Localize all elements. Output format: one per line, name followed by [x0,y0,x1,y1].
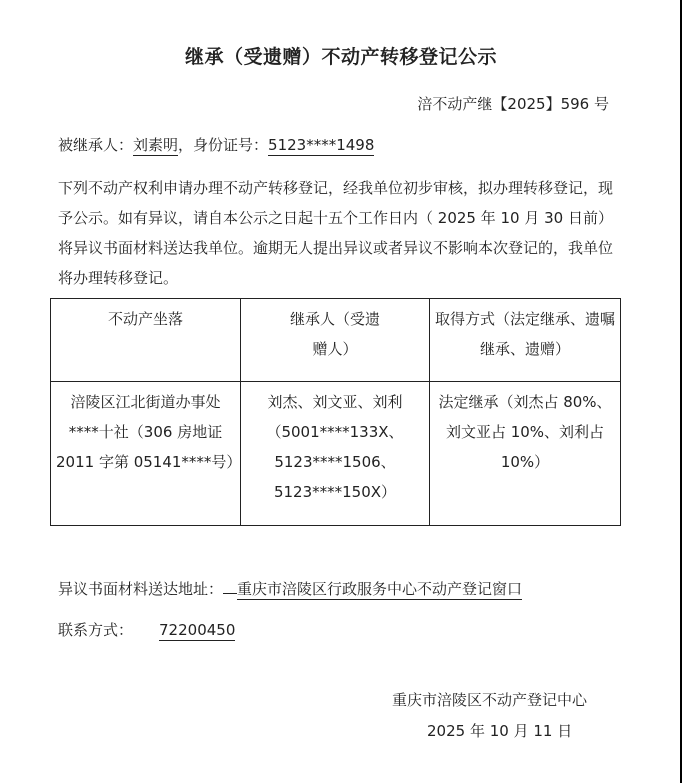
table-row [51,382,621,526]
address-label: 异议书面材料送达地址： [58,580,224,598]
decedent-label: 被继承人： [58,136,134,154]
page-title: 继承（受遗赠）不动产转移登记公示 [184,46,497,68]
address-line [58,578,522,599]
signature-date: 2025 年 10 月 11 日 [427,722,573,740]
header-method: 取得方式（法定继承、遗嘱继承、遗赠） [430,299,621,382]
contact-line [58,619,235,640]
decedent-line [58,134,374,155]
signature-org: 重庆市涪陵区不动产登记中心 [392,691,588,709]
contact-value: 72200450 [159,621,236,639]
contact-label: 联系方式： [58,621,134,639]
cell-heirs: 刘杰、刘文亚、刘利（5001****133X、5123****1506、5123****150X） [241,382,430,526]
decedent-name: 刘素明 [133,136,179,154]
notice-paragraph: 下列不动产权利申请办理不动产转移登记，经我单位初步审核，拟办理转移登记，现予公示。如有异议，请自本公示之日起十五个工作日内（ 2025 年 10 月 30 日前）将异议书面材料送达我单位。逾期无人提出异议或者异议不影响本次登记的，我单位将办理转移登记。 [58,179,614,287]
cell-method: 法定继承（刘杰占 80%、刘文亚占 10%、刘利占 10%） [430,382,621,526]
property-table [50,298,621,526]
cell-location: 涪陵区江北街道办事处****十社（306 房地证 2011 字第 05141****号） [51,382,241,526]
header-heirs: 继承人（受遗赠人） [241,299,430,382]
address-value: 重庆市涪陵区行政服务中心不动产登记窗口 [237,580,523,598]
header-location: 不动产坐落 [51,299,241,382]
decedent-id: 5123****1498 [268,136,375,154]
document-number: 涪不动产继【2025】596 号 [417,95,609,113]
table-header-row [51,299,621,382]
decedent-id-label: ，身份证号： [178,136,269,154]
